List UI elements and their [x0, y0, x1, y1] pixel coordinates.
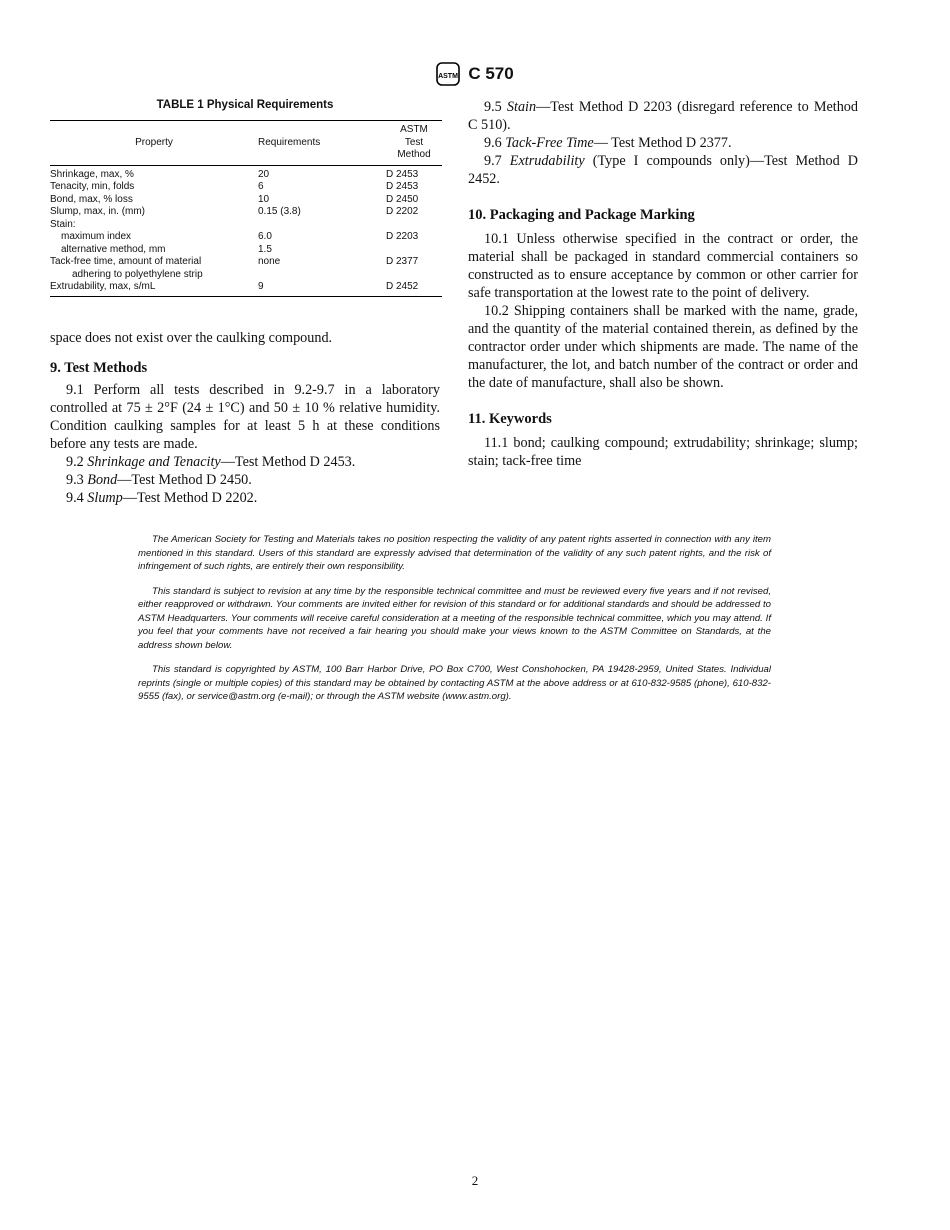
section-9-heading: 9. Test Methods: [50, 359, 148, 376]
page-number: 2: [471, 1173, 479, 1188]
table-row: Extrudability, max, s/mL 9 D 2452: [50, 281, 442, 296]
note-revision: This standard is subject to revision at any time by the responsible technical committee and must be reviewed every five years and if not revised, either reapproved or withdrawn. Your comments are invited either for revision of this standard or for additional standards and should be addressed to ASTM Headquarters. Your comments will receive careful consideration at a meeting of the responsible technical committee, which you may attend. If you feel that your comments have not received a fair hearing you should make your views known to the ASTM Committee on Standards, at the address shown below.: [138, 585, 771, 651]
paragraph-9-4: 9.4 Slump—Test Method D 2202.: [66, 489, 258, 506]
table-header-requirements: Requirements: [258, 121, 386, 166]
paragraph-10-2: 10.2 Shipping containers shall be marked with the name, grade, and the quantity of the material contained therein, as defined by the contractor order under which shipments are made. The name of the manufacturer, the lot, and batch number of the contract or order and the date of manufacture, shall also be shown.: [468, 303, 858, 391]
table-header-property: Property: [50, 121, 258, 166]
note-copyright: This standard is copyrighted by ASTM, 100 Barr Harbor Drive, PO Box C700, West Conshohocken, PA 19428-2959, United States. Individual reprints (single or multiple copies) of this standard may be obtained by contacting ASTM at the above address or at 610-832-9585 (phone), 610-832-9555 (fax), or service@astm.org (e-mail); or through the ASTM website (www.astm.org).: [138, 664, 771, 702]
paragraph-10-1: 10.1 Unless otherwise specified in the contract or order, the material shall be packaged in standard commercial containers so constructed as to ensure acceptance by common or other carrier for safe transportation at the lowest rate to the point of delivery.: [468, 231, 858, 301]
continuation-text: space does not exist over the caulking compound.: [50, 329, 333, 346]
table-row: Tack-free time, amount of material none D 2377: [50, 256, 419, 267]
table-row: Bond, max, % loss 10 D 2450: [50, 193, 419, 205]
table-row: Shrinkage, max, % 20 D 2453: [50, 168, 419, 180]
paragraph-9-1: 9.1 Perform all tests described in 9.2-9.7 in a laboratory controlled at 75 ± 2°F (24 ± 1°C) and 50 ± 10 % relative humidity. Condition caulking samples for at least 5 h at these conditions before any tests are made.: [50, 381, 440, 452]
page-header: [0, 62, 950, 86]
table-row: Slump, max, in. (mm) 0.15 (3.8) D 2202: [50, 206, 419, 217]
paragraph-11-1: 11.1 bond; caulking compound; extrudability; shrinkage; slump; stain; tack-free time: [468, 435, 858, 469]
table-row: alternative method, mm 1.5: [61, 243, 272, 255]
note-patent: The American Society for Testing and Materials takes no position respecting the validity of any patent rights asserted in connection with any item mentioned in this standard. Users of this standard are expressly advised that determination of the validity of any such patent rights, and the risk of infringement of such rights, are entirely their own responsibility.: [138, 534, 771, 572]
paragraph-9-3: 9.3 Bond—Test Method D 2450.: [66, 471, 252, 488]
paragraph-9-2: 9.2 Shrinkage and Tenacity—Test Method D 2453.: [66, 453, 356, 470]
table-row: adhering to polyethylene strip: [72, 268, 203, 280]
left-column: [50, 96, 440, 507]
paragraph-9-7: 9.7 Extrudability (Type I compounds only)—Test Method D 2452.: [468, 153, 858, 187]
table-row: Tenacity, min, folds 6 D 2453: [50, 181, 419, 192]
table-row: maximum index 6.0 D 2203: [61, 231, 419, 242]
designation: C 570: [468, 64, 514, 83]
paragraph-9-5: 9.5 Stain—Test Method D 2203 (disregard reference to Method C 510).: [468, 99, 858, 133]
table-row: Stain:: [50, 218, 76, 230]
physical-requirements-table: [50, 120, 442, 297]
right-column: [468, 98, 858, 470]
table-header-method: ASTM Test Method: [386, 121, 442, 166]
svg-text:ASTM: ASTM: [438, 73, 459, 80]
section-10-heading: 10. Packaging and Package Marking: [468, 207, 695, 223]
astm-logo-icon: [436, 62, 460, 86]
legal-notes: [138, 533, 771, 715]
section-11-heading: 11. Keywords: [468, 411, 552, 427]
paragraph-9-6: 9.6 Tack-Free Time— Test Method D 2377.: [484, 135, 732, 151]
table-title: TABLE 1 Physical Requirements: [156, 99, 334, 111]
